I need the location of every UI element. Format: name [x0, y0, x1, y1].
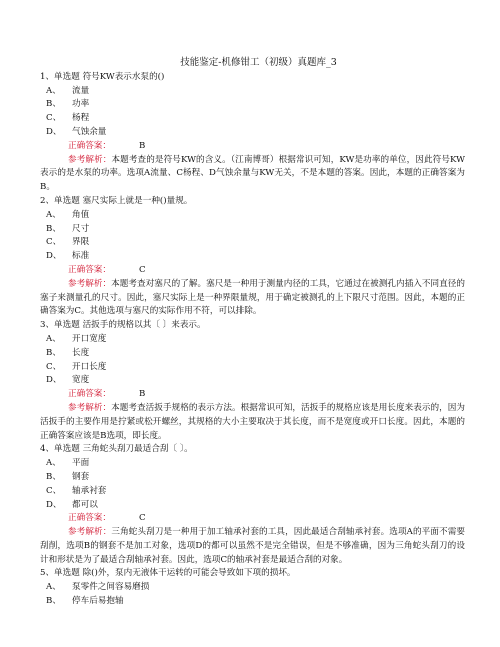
option-letter: D、	[46, 375, 62, 386]
option-text: 都可以	[72, 499, 98, 510]
analysis-label: 参考解析：	[68, 527, 112, 538]
question-list	[40, 71, 465, 609]
answer-label: 正确答案：	[68, 140, 111, 151]
answer-line	[40, 264, 465, 278]
option-row	[40, 209, 465, 223]
question-block	[40, 443, 465, 567]
answer-line	[40, 512, 465, 526]
option-row	[40, 98, 465, 112]
option-row	[40, 457, 465, 471]
analysis-text: 三角蛇头刮刀是一种用于加工轴承衬套的工具，因此最适合刮轴承衬套。选项A的平面不需要刮削，选项B的钢套不是加工对象，选项D的都可以虽然不是完全错误，但是不够准确，因为三角蛇头刮刀的设计和形状是为了最适合刮轴承衬套。因此，选项C的轴承衬套是最适合刮的对象。	[40, 527, 465, 565]
analysis-paragraph	[40, 278, 465, 319]
question-block	[40, 195, 465, 319]
option-row	[40, 126, 465, 140]
question-stem: 5、单选题 除()外，泵内无液体干运转的可能会导致如下项的损坏。	[40, 568, 296, 579]
answer-value: C	[138, 264, 146, 275]
option-text: 气蚀余量	[72, 126, 107, 137]
option-letter: B、	[46, 347, 61, 358]
option-letter: C、	[46, 237, 62, 248]
option-letter: B、	[46, 223, 61, 234]
option-letter: C、	[46, 113, 62, 124]
option-text: 轴承衬套	[72, 485, 107, 496]
option-letter: D、	[46, 126, 62, 137]
option-text: 宽度	[72, 375, 90, 386]
answer-value: B	[138, 389, 146, 400]
document-page	[40, 56, 465, 609]
answer-label: 正确答案：	[68, 264, 111, 275]
option-row	[40, 236, 465, 250]
analysis-paragraph	[40, 402, 465, 443]
question-block	[40, 71, 465, 195]
option-row	[40, 85, 465, 99]
option-text: 杨程	[72, 113, 90, 124]
question-stem: 3、单选题 活扳手的规格以其〔 〕来表示。	[40, 320, 206, 331]
option-letter: B、	[46, 99, 61, 110]
option-text: 功率	[72, 99, 90, 110]
option-text: 开口长度	[72, 361, 107, 372]
option-letter: D、	[46, 251, 62, 262]
option-row	[40, 361, 465, 375]
answer-label: 正确答案：	[68, 389, 111, 400]
question-stem: 1、单选题 符号KW表示水泵的()	[40, 71, 165, 82]
option-row	[40, 485, 465, 499]
analysis-text: 本题考查对塞尺的了解。塞尺是一种用于测量内径的工具，它通过在被测孔内插入不同直径的塞子来测量孔的尺寸。因此，塞尺实际上是一种界限量规，用于确定被测孔的上下限尺寸范围。因此，本题的正确答案为C。其他选项与塞尺的实际作用不符，可以排除。	[40, 278, 465, 317]
question-block	[40, 319, 465, 443]
option-letter: A、	[46, 458, 61, 469]
option-letter: C、	[46, 485, 62, 496]
option-letter: C、	[46, 361, 62, 372]
option-text: 界限	[72, 237, 90, 248]
option-row	[40, 333, 465, 347]
option-text: 平面	[72, 458, 90, 469]
option-row	[40, 581, 465, 595]
option-text: 长度	[72, 347, 90, 358]
option-row	[40, 250, 465, 264]
question-stem: 4、单选题 三角蛇头刮刀最适合刮〔 〕。	[40, 444, 193, 455]
analysis-paragraph	[40, 154, 465, 195]
option-letter: A、	[46, 333, 61, 344]
analysis-paragraph	[40, 526, 465, 567]
option-letter: A、	[46, 85, 61, 96]
answer-value: B	[138, 140, 146, 151]
option-text: 钢套	[72, 471, 90, 482]
option-letter: B、	[46, 471, 61, 482]
analysis-text: 本题考查的是符号KW的含义。（江南博哥）根据常识可知，KW是功率的单位，因此符号KW表示的是水泵的功率。选项A流量、C杨程、D气蚀余量与KW无关，不是本题的答案。因此，本题的正确答案为B。	[40, 154, 465, 193]
option-row	[40, 374, 465, 388]
option-row	[40, 112, 465, 126]
option-row	[40, 347, 465, 361]
answer-line	[40, 388, 465, 402]
option-letter: A、	[46, 209, 61, 220]
option-row	[40, 595, 465, 609]
answer-line	[40, 140, 465, 154]
option-letter: B、	[46, 596, 61, 607]
option-letter: A、	[46, 582, 61, 593]
option-text: 角值	[72, 209, 90, 220]
answer-label: 正确答案：	[68, 513, 111, 524]
option-text: 泵零件之间容易磨损	[72, 582, 150, 593]
option-letter: D、	[46, 499, 62, 510]
analysis-text: 本题考查活扳手规格的表示方法。根据常识可知，活扳手的规格应该是用长度来表示的，因为活扳手的主要作用是拧紧或松开螺丝，其规格的大小主要取决于其长度，而不是宽度或开口长度。因此，本题的正确答案应该是B选项，即长度。	[40, 402, 465, 441]
option-text: 流量	[72, 85, 90, 96]
answer-value: C	[138, 513, 146, 524]
option-text: 尺寸	[72, 223, 90, 234]
option-row	[40, 223, 465, 237]
document-title: 技能鉴定-机修钳工（初级）真题库_3	[180, 57, 337, 68]
option-row	[40, 499, 465, 513]
option-text: 停车后易抱轴	[72, 596, 124, 607]
option-text: 开口宽度	[72, 333, 107, 344]
question-block	[40, 567, 465, 608]
option-row	[40, 471, 465, 485]
option-text: 标准	[72, 251, 90, 262]
question-stem: 2、单选题 塞尺实际上就是一种()量规。	[40, 195, 193, 206]
analysis-label: 参考解析：	[68, 402, 112, 413]
analysis-label: 参考解析：	[68, 154, 112, 165]
analysis-label: 参考解析：	[68, 278, 112, 289]
